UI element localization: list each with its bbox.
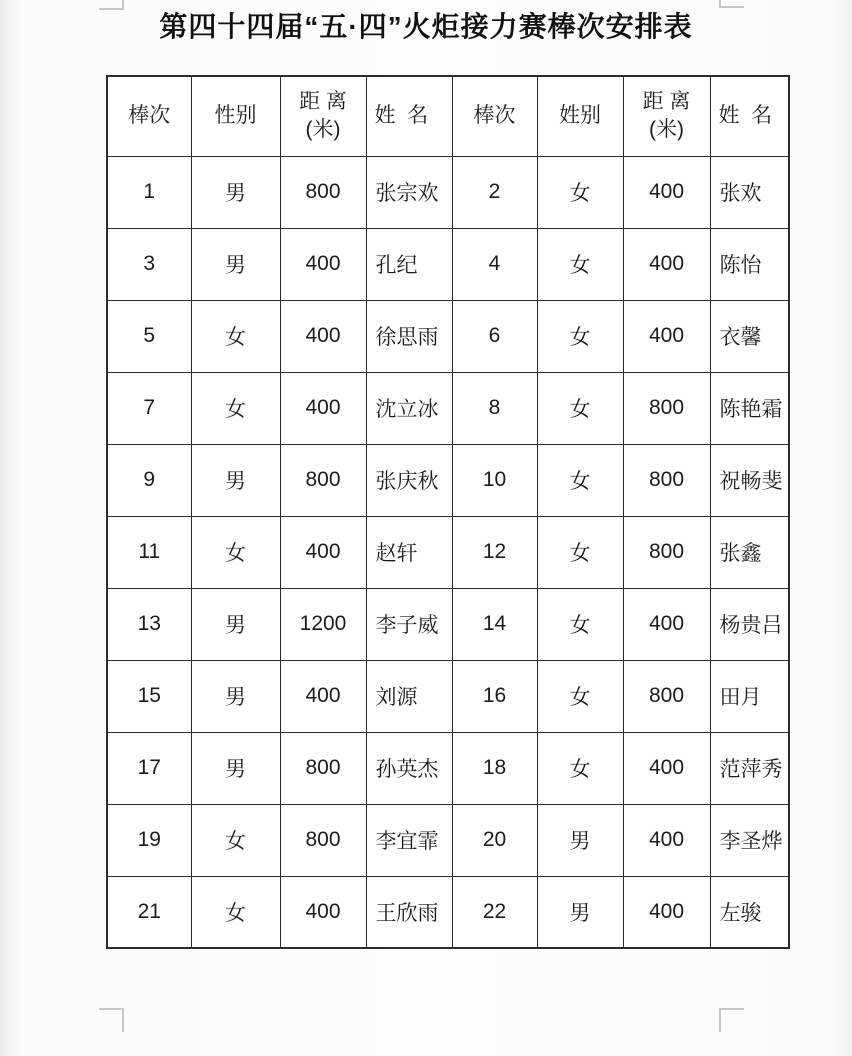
cell-gender: 女	[537, 228, 623, 300]
cell-runner-name: 祝畅斐	[710, 444, 789, 516]
page-title: 第四十四届“五·四”火炬接力赛棒次安排表	[159, 11, 693, 42]
crop-corner-mark-bottom-left	[99, 1008, 124, 1032]
cell-leg-number: 4	[452, 228, 537, 300]
cell-runner-name: 张鑫	[710, 516, 789, 588]
cell-runner-name: 刘源	[366, 660, 452, 732]
cell-gender: 女	[191, 804, 280, 876]
cell-leg-number: 12	[452, 516, 537, 588]
table-row	[107, 588, 789, 660]
cell-leg-number: 9	[107, 444, 191, 516]
crop-corner-mark-bottom-right	[719, 1008, 744, 1032]
cell-distance: 800	[623, 516, 710, 588]
cell-leg-number: 7	[107, 372, 191, 444]
cell-leg-number: 13	[107, 588, 191, 660]
cell-distance: 800	[623, 444, 710, 516]
cell-distance: 400	[280, 372, 366, 444]
cell-leg-number: 15	[107, 660, 191, 732]
cell-runner-name: 张欢	[710, 156, 789, 228]
cell-distance: 400	[623, 876, 710, 948]
table-row	[107, 516, 789, 588]
cell-leg-number: 14	[452, 588, 537, 660]
cell-distance: 400	[623, 228, 710, 300]
cell-gender: 男	[191, 156, 280, 228]
cell-gender: 男	[191, 660, 280, 732]
header-distance-left: 距 离 (米)	[280, 76, 366, 156]
cell-distance: 400	[280, 660, 366, 732]
header-row	[107, 76, 789, 156]
header-name-right: 姓 名	[710, 76, 789, 156]
cell-leg-number: 18	[452, 732, 537, 804]
cell-gender: 男	[191, 732, 280, 804]
cell-runner-name: 田月	[710, 660, 789, 732]
cell-distance: 800	[280, 804, 366, 876]
cell-leg-number: 1	[107, 156, 191, 228]
cell-runner-name: 张庆秋	[366, 444, 452, 516]
cell-gender: 女	[191, 372, 280, 444]
cell-gender: 女	[191, 516, 280, 588]
cell-gender: 女	[191, 876, 280, 948]
table-row	[107, 732, 789, 804]
cell-gender: 女	[537, 372, 623, 444]
header-name-left: 姓 名	[366, 76, 452, 156]
cell-runner-name: 张宗欢	[366, 156, 452, 228]
cell-distance: 800	[623, 660, 710, 732]
cell-distance: 400	[280, 516, 366, 588]
header-leg-number-left: 棒次	[107, 76, 191, 156]
cell-runner-name: 孔纪	[366, 228, 452, 300]
cell-runner-name: 李宜霏	[366, 804, 452, 876]
table-row	[107, 444, 789, 516]
cell-distance: 400	[280, 228, 366, 300]
cell-gender: 女	[537, 588, 623, 660]
cell-runner-name: 衣馨	[710, 300, 789, 372]
cell-leg-number: 5	[107, 300, 191, 372]
cell-gender: 女	[537, 300, 623, 372]
cell-leg-number: 20	[452, 804, 537, 876]
cell-runner-name: 赵轩	[366, 516, 452, 588]
cell-runner-name: 徐思雨	[366, 300, 452, 372]
cell-distance: 400	[623, 156, 710, 228]
cell-leg-number: 2	[452, 156, 537, 228]
cell-gender: 女	[537, 516, 623, 588]
table-row	[107, 660, 789, 732]
table-row	[107, 372, 789, 444]
cell-runner-name: 杨贵吕	[710, 588, 789, 660]
table-row	[107, 228, 789, 300]
cell-leg-number: 6	[452, 300, 537, 372]
cell-gender: 女	[191, 300, 280, 372]
cell-distance: 800	[280, 444, 366, 516]
cell-leg-number: 21	[107, 876, 191, 948]
table-row	[107, 156, 789, 228]
cell-runner-name: 陈怡	[710, 228, 789, 300]
cell-leg-number: 11	[107, 516, 191, 588]
relay-baton-order-table	[106, 75, 790, 949]
cell-leg-number: 22	[452, 876, 537, 948]
cell-distance: 400	[623, 588, 710, 660]
cell-runner-name: 李子威	[366, 588, 452, 660]
cell-distance: 800	[280, 156, 366, 228]
header-leg-number-right: 棒次	[452, 76, 537, 156]
cell-gender: 男	[191, 588, 280, 660]
cell-gender: 女	[537, 444, 623, 516]
cell-distance: 400	[623, 804, 710, 876]
cell-runner-name: 沈立冰	[366, 372, 452, 444]
cell-distance: 400	[623, 732, 710, 804]
cell-distance: 400	[623, 300, 710, 372]
cell-leg-number: 16	[452, 660, 537, 732]
cell-gender: 女	[537, 156, 623, 228]
table-row	[107, 300, 789, 372]
cell-distance: 800	[280, 732, 366, 804]
header-gender-left: 性别	[191, 76, 280, 156]
cell-distance: 400	[280, 300, 366, 372]
table-row	[107, 876, 789, 948]
cell-distance: 1200	[280, 588, 366, 660]
cell-gender: 女	[537, 732, 623, 804]
cell-gender: 女	[537, 660, 623, 732]
cell-runner-name: 范萍秀	[710, 732, 789, 804]
cell-distance: 800	[623, 372, 710, 444]
cell-leg-number: 8	[452, 372, 537, 444]
header-distance-right: 距 离 (米)	[623, 76, 710, 156]
cell-runner-name: 孙英杰	[366, 732, 452, 804]
cell-leg-number: 19	[107, 804, 191, 876]
cell-distance: 400	[280, 876, 366, 948]
cell-leg-number: 3	[107, 228, 191, 300]
cell-leg-number: 10	[452, 444, 537, 516]
cell-runner-name: 王欣雨	[366, 876, 452, 948]
cell-gender: 男	[191, 228, 280, 300]
table-row	[107, 804, 789, 876]
cell-runner-name: 左骏	[710, 876, 789, 948]
cell-gender: 男	[537, 804, 623, 876]
cell-leg-number: 17	[107, 732, 191, 804]
cell-gender: 男	[537, 876, 623, 948]
cell-runner-name: 李圣烨	[710, 804, 789, 876]
cell-gender: 男	[191, 444, 280, 516]
header-gender-right: 姓别	[537, 76, 623, 156]
cell-runner-name: 陈艳霜	[710, 372, 789, 444]
